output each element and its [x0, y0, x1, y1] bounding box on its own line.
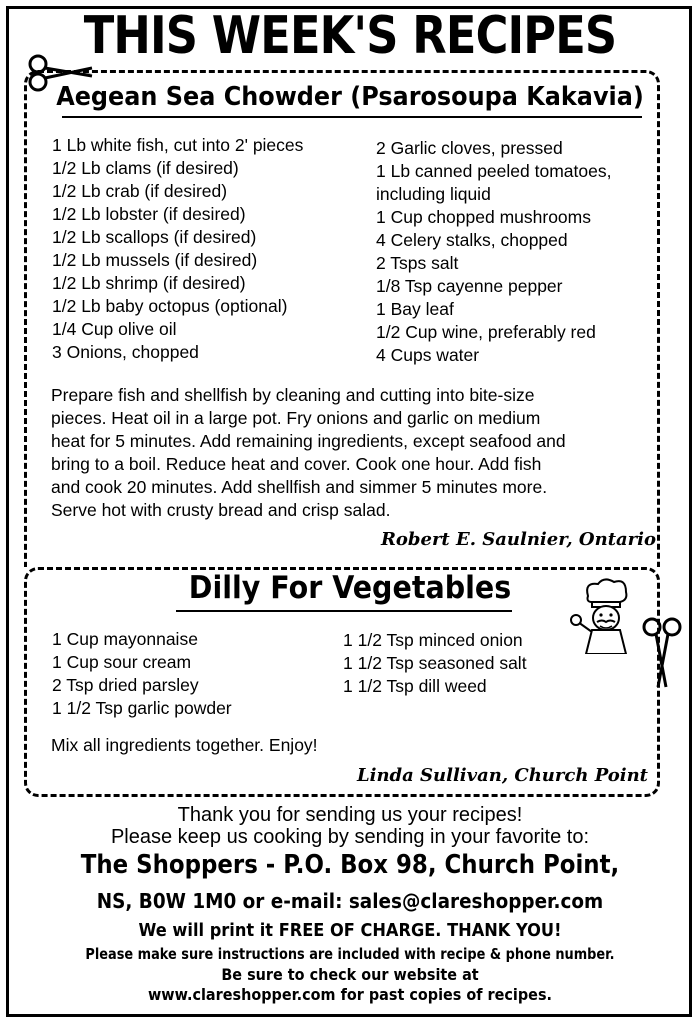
recipe-title-1: Aegean Sea Chowder (Psarosoupa Kakavia) — [56, 82, 644, 112]
ingredient-item: 1 1/2 Tsp garlic powder — [52, 698, 232, 718]
ingredient-item: 1/8 Tsp cayenne pepper — [376, 276, 563, 296]
ingredient-item: 1 Cup chopped mushrooms — [376, 207, 591, 227]
ingredient-item: 1 Lb white fish, cut into 2' pieces — [52, 135, 304, 155]
ingredient-item: 1 Lb canned peeled tomatoes, — [376, 161, 612, 181]
ingredients-left-2 — [52, 628, 232, 720]
direction-line: and cook 20 minutes. Add shellfish and simmer 5 minutes more. — [51, 477, 548, 497]
ingredient-item: 1/2 Lb clams (if desired) — [52, 158, 239, 178]
direction-line: Prepare fish and shellfish by cleaning and cutting into bite-size — [51, 385, 535, 405]
recipe-title-2: Dilly For Vegetables — [188, 570, 512, 606]
ingredient-item: 1 1/2 Tsp dill weed — [343, 676, 487, 696]
ingredient-item: 1 Bay leaf — [376, 299, 454, 319]
author-2: Linda Sullivan, Church Point — [356, 765, 648, 786]
ingredient-item: 1/2 Lb baby octopus (optional) — [52, 296, 288, 316]
scissors-icon — [640, 615, 684, 691]
ingredient-item: 4 Cups water — [376, 345, 480, 365]
direction-line: heat for 5 minutes. Add remaining ingredients, except seafood and — [51, 431, 566, 451]
ingredient-item: 1/2 Lb crab (if desired) — [52, 181, 228, 201]
ingredient-item: 1/2 Lb scallops (if desired) — [52, 227, 257, 247]
ingredient-item: 2 Tsps salt — [376, 253, 459, 273]
ingredients-left-1 — [52, 134, 303, 364]
ingredient-item: 1 1/2 Tsp minced onion — [343, 630, 523, 650]
ingredient-item: 2 Tsp dried parsley — [52, 675, 199, 695]
directions-2: Mix all ingredients together. Enjoy! — [51, 735, 318, 755]
direction-line: bring to a boil. Reduce heat and cover. Cook one hour. Add fish — [51, 454, 542, 474]
ingredient-item: 4 Celery stalks, chopped — [376, 230, 568, 250]
footer-address: The Shoppers - P.O. Box 98, Church Point, — [80, 850, 620, 880]
footer-free: We will print it FREE OF CHARGE. THANK YOU! — [138, 920, 562, 941]
ingredient-item: including liquid — [376, 184, 491, 204]
ingredient-item: 1/2 Lb shrimp (if desired) — [52, 273, 246, 293]
footer-request: Please keep us cooking by sending in your favorite to: — [110, 826, 590, 848]
ingredient-item: 3 Onions, chopped — [52, 342, 199, 362]
direction-line: Serve hot with crusty bread and crisp salad. — [51, 500, 391, 520]
ingredients-right-1 — [376, 137, 611, 367]
footer-website: www.clareshopper.com for past copies of recipes. — [147, 985, 552, 1004]
directions-1 — [51, 384, 566, 522]
footer-thanks: Thank you for sending us your recipes! — [177, 804, 523, 826]
scissors-icon — [26, 52, 96, 92]
title-underline-2 — [176, 610, 512, 612]
ingredient-item: 1 Cup mayonnaise — [52, 629, 198, 649]
ingredient-item: 1/2 Lb mussels (if desired) — [52, 250, 258, 270]
ingredient-item: 1 Cup sour cream — [52, 652, 192, 672]
ingredient-item: 1/2 Cup wine, preferably red — [376, 322, 596, 342]
footer-email: NS, B0W 1M0 or e-mail: sales@clareshopper.com — [96, 889, 604, 913]
ingredient-item: 1 1/2 Tsp seasoned salt — [343, 653, 527, 673]
ingredients-right-2 — [343, 629, 527, 698]
page-title: THIS WEEK'S RECIPES — [83, 6, 617, 66]
footer-instructions: Please make sure instructions are included with recipe & phone number. — [85, 945, 615, 963]
ingredient-item: 2 Garlic cloves, pressed — [376, 138, 563, 158]
ingredient-item: 1/4 Cup olive oil — [52, 319, 177, 339]
author-1: Robert E. Saulnier, Ontario — [380, 529, 656, 550]
footer-website-intro: Be sure to check our website at — [221, 965, 479, 984]
direction-line: pieces. Heat oil in a large pot. Fry onions and garlic on medium — [51, 408, 541, 428]
title-underline-1 — [62, 116, 642, 118]
chef-icon — [566, 574, 646, 654]
ingredient-item: 1/2 Lb lobster (if desired) — [52, 204, 246, 224]
